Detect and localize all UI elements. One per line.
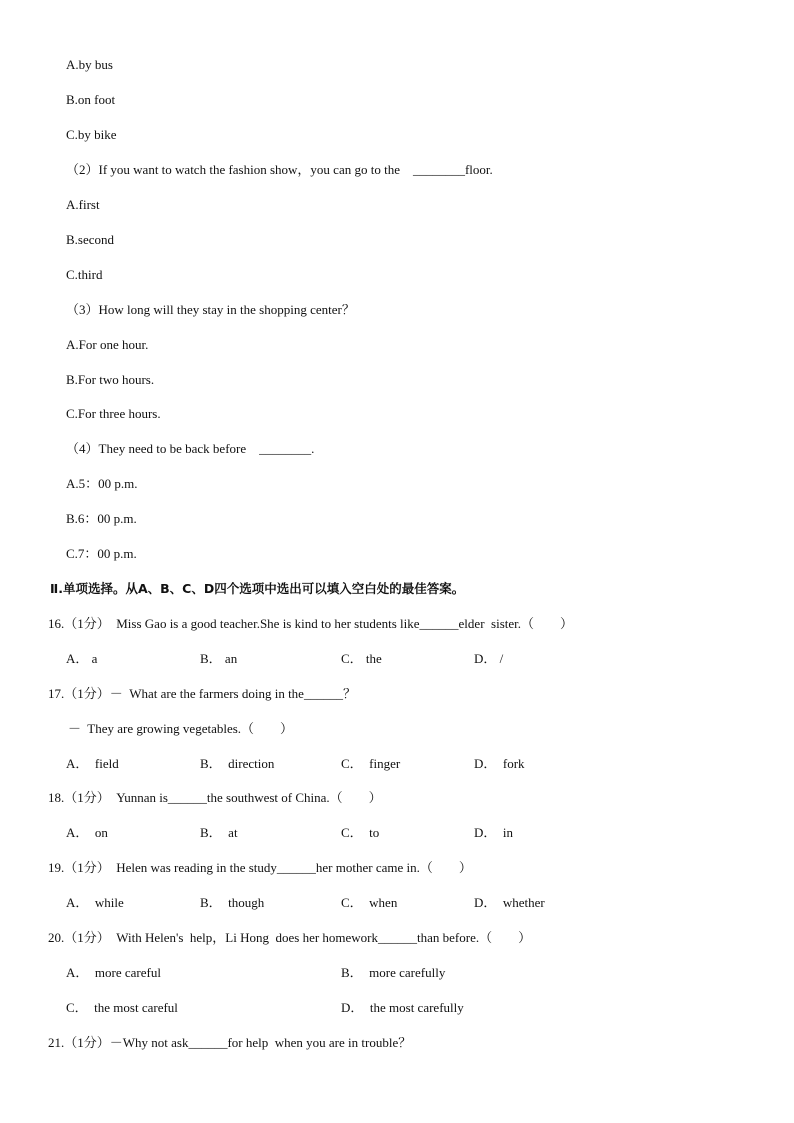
option-q4-b: B.6：00 p.m. xyxy=(66,511,137,526)
question-21-stem: 21.（1分）－Why not ask______for help when you are in trouble？ xyxy=(48,1035,412,1050)
option-19-a: A． while xyxy=(66,895,124,910)
section-heading: Ⅱ.单项选择。从A、B、C、D四个选项中选出可以填入空白处的最佳答案。 xyxy=(50,581,465,596)
option-q3-a: A.For one hour. xyxy=(66,337,149,352)
option-19-d: D． whether xyxy=(474,895,545,910)
option-17-a: A． field xyxy=(66,756,119,771)
question-4-stem: （4）They need to be back before ________. xyxy=(66,441,315,456)
option-17-c: C． finger xyxy=(341,756,401,771)
option-20-c: C． the most careful xyxy=(66,1000,178,1015)
option-20-a: A． more careful xyxy=(66,965,161,980)
question-2-stem: （2）If you want to watch the fashion show，you can go to the ________floor. xyxy=(66,162,493,177)
question-3-stem: （3）How long will they stay in the shopping center？ xyxy=(66,302,355,317)
option-16-a: A． a xyxy=(66,651,98,666)
question-20-stem: 20.（1分） With Helen's help，Li Hong does her homework______than before.（ ） xyxy=(48,930,532,945)
option-16-c: C． the xyxy=(341,651,382,666)
option-16-d: D． / xyxy=(474,651,504,666)
option-q4-c: C.7：00 p.m. xyxy=(66,546,137,561)
option-q1-b: B.on foot xyxy=(66,92,116,107)
option-q1-c: C.by bike xyxy=(66,127,117,142)
option-18-a: A． on xyxy=(66,825,108,840)
option-18-b: B． at xyxy=(200,825,238,840)
option-q2-b: B.second xyxy=(66,232,115,247)
option-q3-c: C.For three hours. xyxy=(66,406,161,421)
option-18-d: D． in xyxy=(474,825,514,840)
option-17-b: B． direction xyxy=(200,756,275,771)
question-17-reply: － They are growing vegetables.（ ） xyxy=(68,721,294,736)
option-18-c: C． to xyxy=(341,825,380,840)
question-17-stem: 17.（1分）－ What are the farmers doing in the______？ xyxy=(48,686,356,701)
option-q3-b: B.For two hours. xyxy=(66,372,155,387)
option-16-b: B． an xyxy=(200,651,238,666)
option-q1-a: A.by bus xyxy=(66,57,113,72)
option-17-d: D． fork xyxy=(474,756,525,771)
option-q2-a: A.first xyxy=(66,197,100,212)
option-19-b: B． though xyxy=(200,895,265,910)
question-18-stem: 18.（1分） Yunnan is______the southwest of China.（ ） xyxy=(48,790,382,805)
option-q2-c: C.third xyxy=(66,267,103,282)
option-19-c: C． when xyxy=(341,895,398,910)
option-20-b: B． more carefully xyxy=(341,965,446,980)
option-q4-a: A.5：00 p.m. xyxy=(66,476,138,491)
question-16-stem: 16.（1分） Miss Gao is a good teacher.She is kind to her students like______elder sister.（ ） xyxy=(48,616,573,631)
option-20-d: D． the most carefully xyxy=(341,1000,464,1015)
question-19-stem: 19.（1分） Helen was reading in the study______her mother came in.（ ） xyxy=(48,860,472,875)
